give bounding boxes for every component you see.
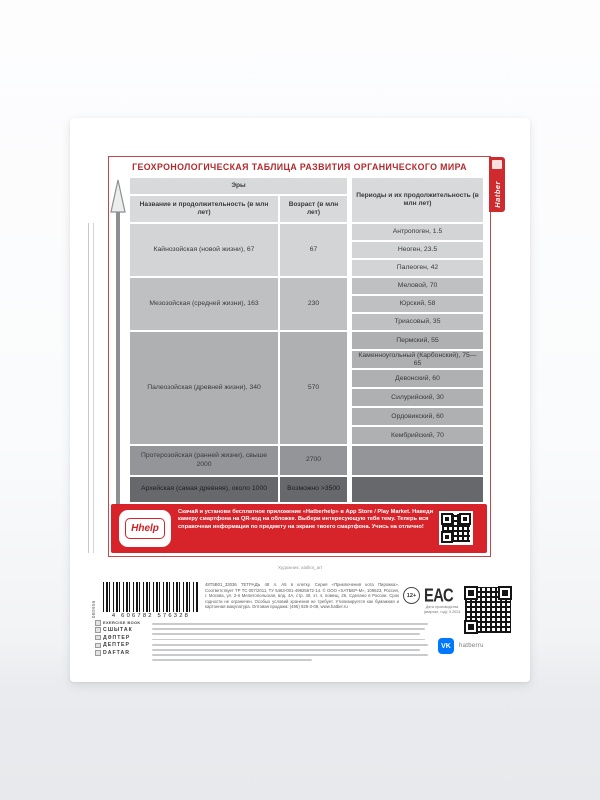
- flag-icon: [95, 620, 101, 626]
- micro-print-line: [152, 628, 425, 630]
- barcode-side-code: 0В9956: [91, 600, 96, 618]
- barcode: [103, 582, 199, 612]
- period-cell: Меловой, 70: [352, 278, 483, 294]
- qr-eye-icon: [441, 531, 453, 543]
- micro-print-line: [152, 659, 312, 661]
- period-column: [352, 446, 483, 475]
- period-cell: Ордовикский, 60: [352, 408, 483, 425]
- hatber-logo-tab: [489, 157, 505, 212]
- period-column: [352, 477, 483, 502]
- period-cell: Девонский, 60: [352, 370, 483, 387]
- micro-print-line: [152, 649, 420, 651]
- barcode-number: 4 606782 576328: [111, 613, 191, 619]
- era-age-cell: 570: [280, 332, 347, 444]
- period-cell: Антропоген, 1.5: [352, 224, 483, 240]
- table-row: [130, 477, 483, 502]
- micro-print-line: [152, 639, 425, 641]
- language-label: DAFTAR: [103, 649, 130, 656]
- table-row: [130, 278, 483, 330]
- flag-icon: [95, 627, 101, 633]
- language-label: СШЫТАК: [103, 627, 133, 634]
- qr-eye-icon: [464, 620, 478, 634]
- notebook-back-cover: [70, 118, 530, 682]
- period-cell: Кембрийский, 70: [352, 427, 483, 444]
- language-item: [95, 642, 141, 648]
- period-cell: [352, 446, 483, 475]
- micro-print-line: [152, 654, 428, 656]
- qr-code-footer: [462, 584, 514, 636]
- micro-print-lines: [152, 623, 428, 665]
- language-label: EXERCISE BOOK: [103, 620, 141, 626]
- time-arrow: [109, 178, 127, 508]
- vk-logo-icon: VK: [438, 638, 454, 654]
- header-era-name: Название и продолжительность (в млн лет): [130, 196, 278, 222]
- age-rating-badge: 12+: [403, 587, 420, 604]
- language-item: [95, 620, 141, 626]
- flag-icon: [95, 643, 101, 649]
- era-age-cell: 2700: [280, 446, 347, 475]
- period-cell: Неоген, 23.5: [352, 242, 483, 258]
- period-cell: Палеоген, 42: [352, 260, 483, 276]
- header-age: Возраст (в млн лет): [280, 196, 347, 222]
- micro-print-line: [152, 633, 420, 635]
- era-name-cell: Мезозойская (средней жизни), 163: [130, 278, 278, 330]
- artist-credit: Художник: alalliot_art: [278, 565, 322, 570]
- period-cell: Пермский, 55: [352, 332, 483, 349]
- hatber-tab-label: Hatber: [492, 181, 502, 208]
- hhelp-logo-label: Hhelp: [125, 518, 165, 539]
- period-cell: Юрский, 58: [352, 296, 483, 312]
- period-cell: Триасовый, 35: [352, 314, 483, 330]
- period-column: [352, 224, 483, 276]
- period-cell: Каменноугольный (Карбонский), 75—65: [352, 351, 483, 368]
- table-row: [130, 332, 483, 444]
- era-name-cell: Кайнозойская (новой жизни), 67: [130, 224, 278, 276]
- qr-eye-icon: [441, 513, 453, 525]
- language-label: ДЕПТЕР: [103, 642, 130, 649]
- vk-handle: hatberru: [459, 643, 484, 649]
- imprint-text: 48Т5В01_33036 ТЕТРАДЬ 48 л. А5 в клетку. Серия «Приключения кота Пирожка». Соответствует ТР ТС 007/2011, ТУ 5463-001-49925672-14. © ООО «ХАТБЕР-М», 109523, Россия, г. Москва, ул. 2-я Мелитопольская, влд. 4А, стр. 40, эт. 4, помещ. 26. Сделано в России. Срок годности не ограничен. Особых условий хранения не требует. Утилизируется как бумажная и картонная макулатура. Оптовая продажа: (495) 925-3-08, www.hatber.ru: [205, 582, 399, 610]
- qr-code-banner: [439, 511, 473, 545]
- promo-banner: [111, 504, 487, 553]
- era-age-cell: 67: [280, 224, 347, 276]
- language-list: [95, 620, 141, 657]
- micro-print-line: [152, 623, 428, 625]
- page-edge-lines: [88, 223, 94, 553]
- production-date: Дата производства (квартал, год): II.2024: [423, 605, 461, 614]
- era-rows: [130, 224, 483, 504]
- language-label: ДӘПТЕР: [103, 634, 131, 641]
- era-age-cell: 230: [280, 278, 347, 330]
- qr-eye-icon: [498, 586, 512, 600]
- promo-banner-text: Скачай и установи бесплатное приложение «Hatberhelp» в App Store / Play Market. Наведи камеру смартфона на QR-код на обложке. Выбери интересующую тебя тему. Теперь вся справочная информация по предмету на экране твоего смартфона. Учись на отлично!: [178, 509, 434, 530]
- period-column: [352, 332, 483, 444]
- table-row: [130, 224, 483, 276]
- eac-mark-icon: ЕАС: [424, 584, 454, 606]
- hhelp-logo: [119, 510, 171, 547]
- flag-icon: [95, 635, 101, 641]
- period-cell: Силурийский, 30: [352, 389, 483, 406]
- table-title: ГЕОХРОНОЛОГИЧЕСКАЯ ТАБЛИЦА РАЗВИТИЯ ОРГАНИЧЕСКОГО МИРА: [132, 162, 467, 172]
- qr-eye-icon: [464, 586, 478, 600]
- header-periods: Периоды и их продолжительность (в млн лет): [352, 178, 483, 222]
- table-row: [130, 446, 483, 475]
- era-name-cell: Палеозойская (древней жизни), 340: [130, 332, 278, 444]
- language-item: [95, 635, 141, 641]
- period-column: [352, 278, 483, 330]
- period-cell: [352, 477, 483, 502]
- language-item: [95, 650, 141, 656]
- qr-eye-icon: [459, 513, 471, 525]
- era-name-cell: Протерозойская (ранней жизни), свыше 2000: [130, 446, 278, 475]
- micro-print-line: [152, 644, 428, 646]
- header-eras: Эры: [130, 178, 347, 194]
- hatber-tab-mark-icon: [492, 160, 502, 169]
- era-name-cell: Архейская (самая древняя), около 1000: [130, 477, 278, 502]
- flag-icon: [95, 650, 101, 656]
- language-item: [95, 627, 141, 633]
- era-age-cell: Возможно >3500: [280, 477, 347, 502]
